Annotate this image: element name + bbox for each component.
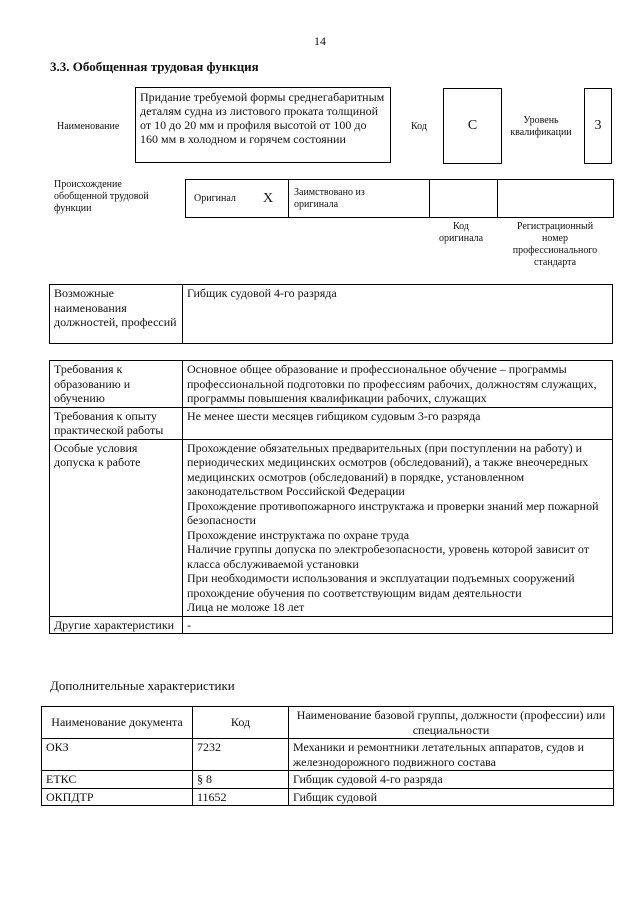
- code-label: Код: [411, 121, 427, 132]
- requirement-value: [183, 361, 613, 408]
- additional-table: [41, 706, 614, 806]
- page-number: 14: [314, 34, 326, 48]
- positions-label: Возможные наименования должностей, профессий: [50, 285, 183, 344]
- origin-divider-1: [288, 180, 289, 217]
- requirement-line: Прохождение инструктажа по охране труда: [187, 527, 410, 542]
- requirement-line: При необходимости использования и эксплуатации подъемных сооружений прохождение обучения по соответствующим видам деятельности: [187, 571, 575, 600]
- table-cell: Гибщик судовой: [289, 788, 614, 806]
- requirement-value: [183, 439, 613, 616]
- table-cell: ОКПДТР: [42, 788, 193, 806]
- name-label: Наименование: [57, 121, 120, 132]
- origin-table: [185, 179, 614, 218]
- column-header: Наименование базовой группы, должности (профессии) или специальности: [289, 707, 614, 739]
- column-header: Код: [193, 707, 289, 739]
- requirement-value: [183, 616, 613, 634]
- table-row: [42, 771, 614, 789]
- requirement-line: Наличие группы допуска по электробезопасности, уровень которой зависит от класса обслуживаемой установки: [187, 542, 590, 571]
- requirement-line: Прохождение обязательных предварительных (при поступлении на работу) и периодических медицинских осмотров (обследований), а также внеочередных медицинских осмотров (обследований) в порядке, установленном законодательством Российской Федерации: [187, 440, 589, 498]
- table-row: [50, 361, 613, 408]
- table-cell: 11652: [193, 788, 289, 806]
- table-header-row: [42, 707, 614, 739]
- level-label: Уровень квалификации: [510, 115, 572, 138]
- table-row: [50, 407, 613, 439]
- requirement-line: Не менее шести месяцев гибщиком судовым 3-го разряда: [187, 408, 481, 423]
- origin-label: Происхождение обобщенной трудовой функции: [54, 179, 149, 214]
- table-cell: Механики и ремонтники летательных аппаратов, судов и железнодорожного подвижного состава: [289, 739, 614, 771]
- borrowed-label: Заимствовано из оригинала: [294, 187, 365, 210]
- origin-divider-3: [497, 180, 498, 217]
- requirement-label: Требования к образованию и обучению: [50, 361, 183, 408]
- code-original-label: Код оригинала: [438, 221, 484, 244]
- original-mark: X: [263, 191, 274, 206]
- table-cell: Гибщик судовой 4-го разряда: [289, 771, 614, 789]
- column-header: Наименование документа: [42, 707, 193, 739]
- positions-value: Гибщик судовой 4-го разряда: [183, 285, 613, 344]
- name-value: Придание требуемой формы среднегабаритным деталям судна из листового проката толщиной от 10 до 20 мм и профиля высотой от 100 до 160 мм в холодном и горячем состоянии: [135, 87, 391, 163]
- positions-table: [49, 284, 613, 344]
- requirement-line: Прохождение противопожарного инструктажа и проверки знаний мер пожарной безопасности: [187, 498, 599, 527]
- table-cell: § 8: [193, 771, 289, 789]
- requirement-label: Другие характеристики: [50, 616, 183, 634]
- code-value: C: [443, 88, 502, 164]
- requirement-label: Особые условия допуска к работе: [50, 439, 183, 616]
- origin-divider-2: [429, 180, 430, 217]
- table-row: [50, 439, 613, 616]
- requirements-table: [49, 360, 613, 634]
- reg-number-label: Регистрационный номер профессионального стандарта: [512, 221, 598, 268]
- requirement-line: Лица не моложе 18 лет: [187, 600, 305, 614]
- requirement-label: Требования к опыту практической работы: [50, 407, 183, 439]
- requirement-line: Основное общее образование и профессиональное обучение – программы профессиональной подготовки по профессиям рабочих, должностям служащих, программы повышения квалификации рабочих, служащих: [187, 362, 597, 405]
- table-row: [42, 788, 614, 806]
- table-cell: 7232: [193, 739, 289, 771]
- requirement-line: -: [187, 617, 191, 632]
- table-row: [42, 739, 614, 771]
- additional-title: Дополнительные характеристики: [50, 678, 235, 693]
- table-cell: ЕТКС: [42, 771, 193, 789]
- table-cell: ОКЗ: [42, 739, 193, 771]
- table-row: [50, 285, 613, 344]
- section-title: 3.3. Обобщенная трудовая функция: [50, 59, 259, 74]
- level-value: 3: [584, 88, 612, 164]
- requirement-value: [183, 407, 613, 439]
- table-row: [50, 616, 613, 634]
- original-label: Оригинал: [194, 193, 236, 204]
